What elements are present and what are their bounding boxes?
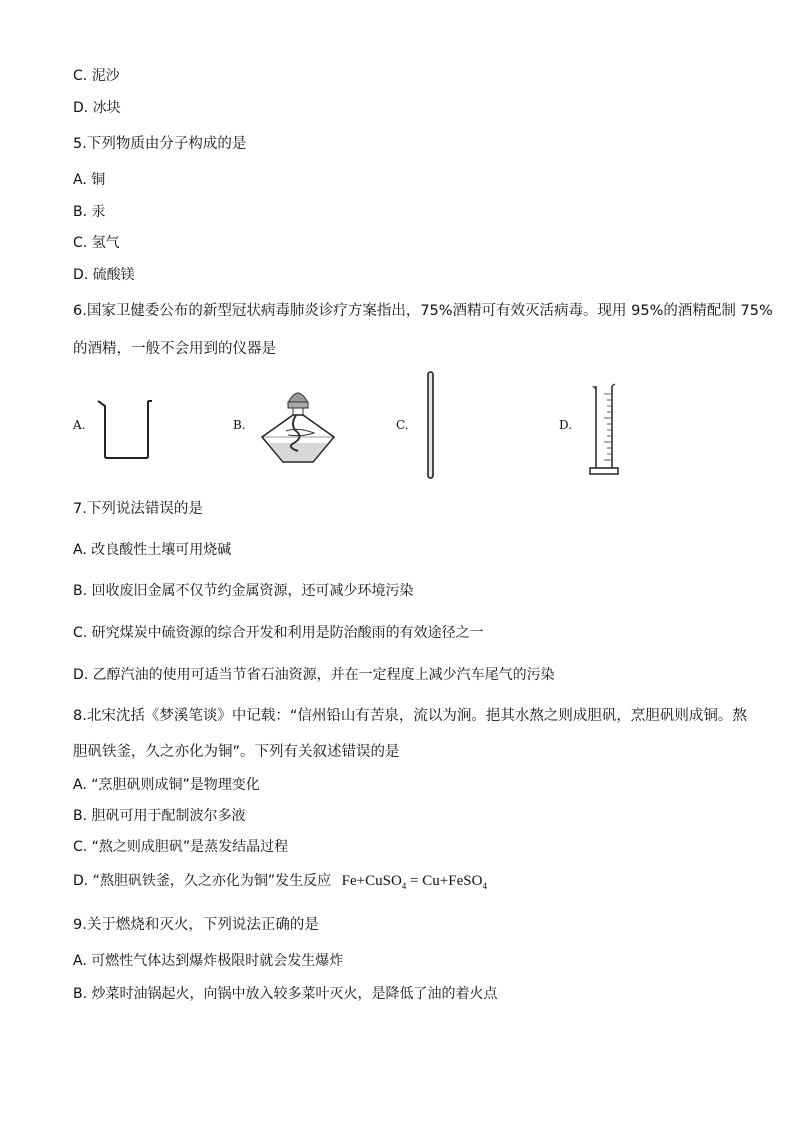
beaker-image xyxy=(96,398,156,460)
q8-option-d-text: D. “熬胆矾铁釜，久之亦化为铜”发生反应 xyxy=(73,873,332,889)
q7-option-b: B. 回收废旧金属不仅节约金属资源，还可减少环境污染 xyxy=(73,583,414,599)
q5-option-d xyxy=(73,266,135,284)
option-letter: D. xyxy=(73,100,89,116)
eq-term: FeSO xyxy=(448,873,483,889)
q7-stem: 7.下列说法错误的是 xyxy=(73,501,203,517)
graduated-cylinder-image xyxy=(588,384,630,476)
option-letter: C. xyxy=(73,235,88,251)
q7-option-d: D. 乙醇汽油的使用可适当节省石油资源，并在一定程度上减少汽车尾气的污染 xyxy=(73,667,555,683)
eq-term: Cu xyxy=(422,873,440,889)
glass-rod-image xyxy=(426,371,436,479)
eq-operator: = xyxy=(410,873,419,889)
q4-option-c xyxy=(73,67,120,85)
q9-stem: 9.关于燃烧和灭火，下列说法正确的是 xyxy=(73,917,319,933)
q5-option-c xyxy=(73,234,120,252)
option-letter: D. xyxy=(73,267,89,283)
q9-option-a: A. 可燃性气体达到爆炸极限时就会发生爆炸 xyxy=(73,953,344,969)
option-text: 冰块 xyxy=(92,100,121,116)
q9-option-b: B. 炒菜时油锅起火，向锅中放入较多菜叶灭火，是降低了油的着火点 xyxy=(73,986,498,1002)
apparatus-label-c: C. xyxy=(396,418,409,432)
eq-operator: + xyxy=(439,873,449,889)
alcohol-lamp-image xyxy=(258,385,338,465)
q5-stem: 5.下列物质由分子构成的是 xyxy=(73,136,247,152)
q8-option-d xyxy=(73,872,487,895)
q5-option-a xyxy=(73,171,105,189)
q7-option-c: C. 研究煤炭中硫资源的综合开发和利用是防治酸雨的有效途径之一 xyxy=(73,625,484,641)
eq-term: Fe xyxy=(341,873,357,889)
q8-option-a: A. “烹胆矾则成铜”是物理变化 xyxy=(73,777,260,793)
q6-stem-line1: 6.国家卫健委公布的新型冠状病毒肺炎诊疗方案指出，75%酒精可有效灭活病毒。现用 95%的酒精配制 75% xyxy=(73,303,773,319)
apparatus-label-a: A. xyxy=(73,418,86,432)
option-letter: A. xyxy=(73,172,87,188)
q8-stem-line1: 8.北宋沈括《梦溪笔谈》中记载：“信州铅山有苦泉，流以为涧。挹其水熬之则成胆矾，烹胆矾则成铜。熬 xyxy=(73,708,747,724)
q5-option-b xyxy=(73,203,106,221)
q6-stem-line2: 的酒精，一般不会用到的仪器是 xyxy=(73,341,276,357)
option-text: 铜 xyxy=(91,172,106,188)
option-text: 泥沙 xyxy=(91,68,120,84)
eq-subscript: 4 xyxy=(401,881,407,891)
q4-option-d xyxy=(73,99,121,117)
eq-subscript: 4 xyxy=(482,881,487,891)
q8-option-b: B. 胆矾可用于配制波尔多液 xyxy=(73,808,246,824)
apparatus-label-d: D. xyxy=(559,418,573,432)
option-text: 氢气 xyxy=(91,235,120,251)
option-letter: B. xyxy=(73,204,88,220)
eq-operator: + xyxy=(356,873,366,889)
q8-option-c: C. “熬之则成胆矾”是蒸发结晶过程 xyxy=(73,839,289,855)
option-letter: C. xyxy=(73,68,88,84)
option-text: 汞 xyxy=(91,204,106,220)
apparatus-label-b: B. xyxy=(233,418,246,432)
q8-stem-line2: 胆矾铁釜，久之亦化为铜”。下列有关叙述错误的是 xyxy=(73,744,400,760)
eq-term: CuSO xyxy=(365,873,402,889)
q7-option-a: A. 改良酸性土壤可用烧碱 xyxy=(73,542,232,558)
chemical-equation xyxy=(342,873,487,889)
option-text: 硫酸镁 xyxy=(92,267,135,283)
